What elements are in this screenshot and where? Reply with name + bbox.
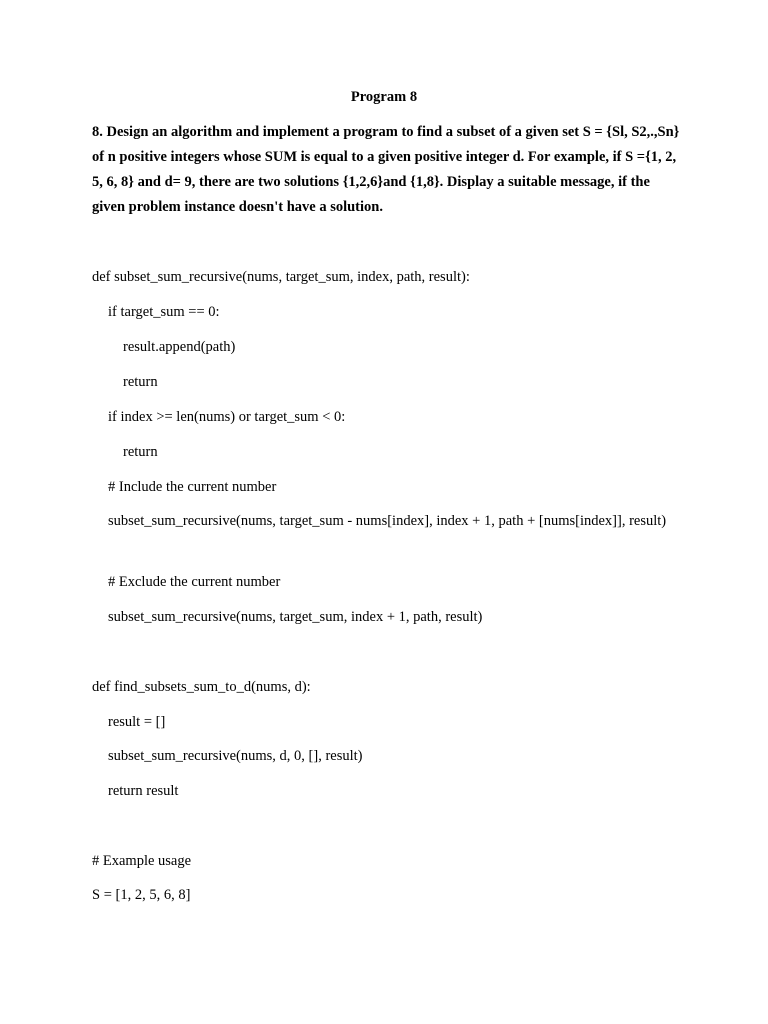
code-comment: # Include the current number — [108, 479, 277, 495]
code-line: result = [] — [108, 714, 166, 730]
code-line: return — [123, 444, 158, 460]
code-comment: # Example usage — [92, 853, 192, 869]
code-line: result.append(path) — [123, 339, 236, 355]
code-line: S = [1, 2, 5, 6, 8] — [92, 887, 191, 903]
code-line: return — [123, 374, 158, 390]
code-line: if index >= len(nums) or target_sum < 0: — [108, 409, 346, 425]
page-title: Program 8 — [350, 89, 418, 105]
code-line: subset_sum_recursive(nums, d, 0, [], result) — [108, 748, 363, 764]
code-line: def subset_sum_recursive(nums, target_sum, index, path, result): — [92, 269, 470, 285]
code-line: if target_sum == 0: — [108, 304, 220, 320]
code-line: def find_subsets_sum_to_d(nums, d): — [92, 679, 311, 695]
code-comment: # Exclude the current number — [108, 574, 281, 590]
code-line: return result — [108, 783, 179, 799]
problem-statement: 8. Design an algorithm and implement a program to find a subset of a given set S = {Sl, S2,.,Sn} of n positive integers whose SUM is equal to a given positive integer d. For example, if S ={1, 2, 5, 6, 8} and d= 9, there are two solutions {1,2,6}and {1,8}. Display a suitable message, if the given problem instance doesn't have a solution. — [92, 124, 680, 215]
code-line: subset_sum_recursive(nums, target_sum - nums[index], index + 1, path + [nums[index]], result) — [108, 513, 667, 529]
code-line: subset_sum_recursive(nums, target_sum, index + 1, path, result) — [108, 609, 483, 625]
